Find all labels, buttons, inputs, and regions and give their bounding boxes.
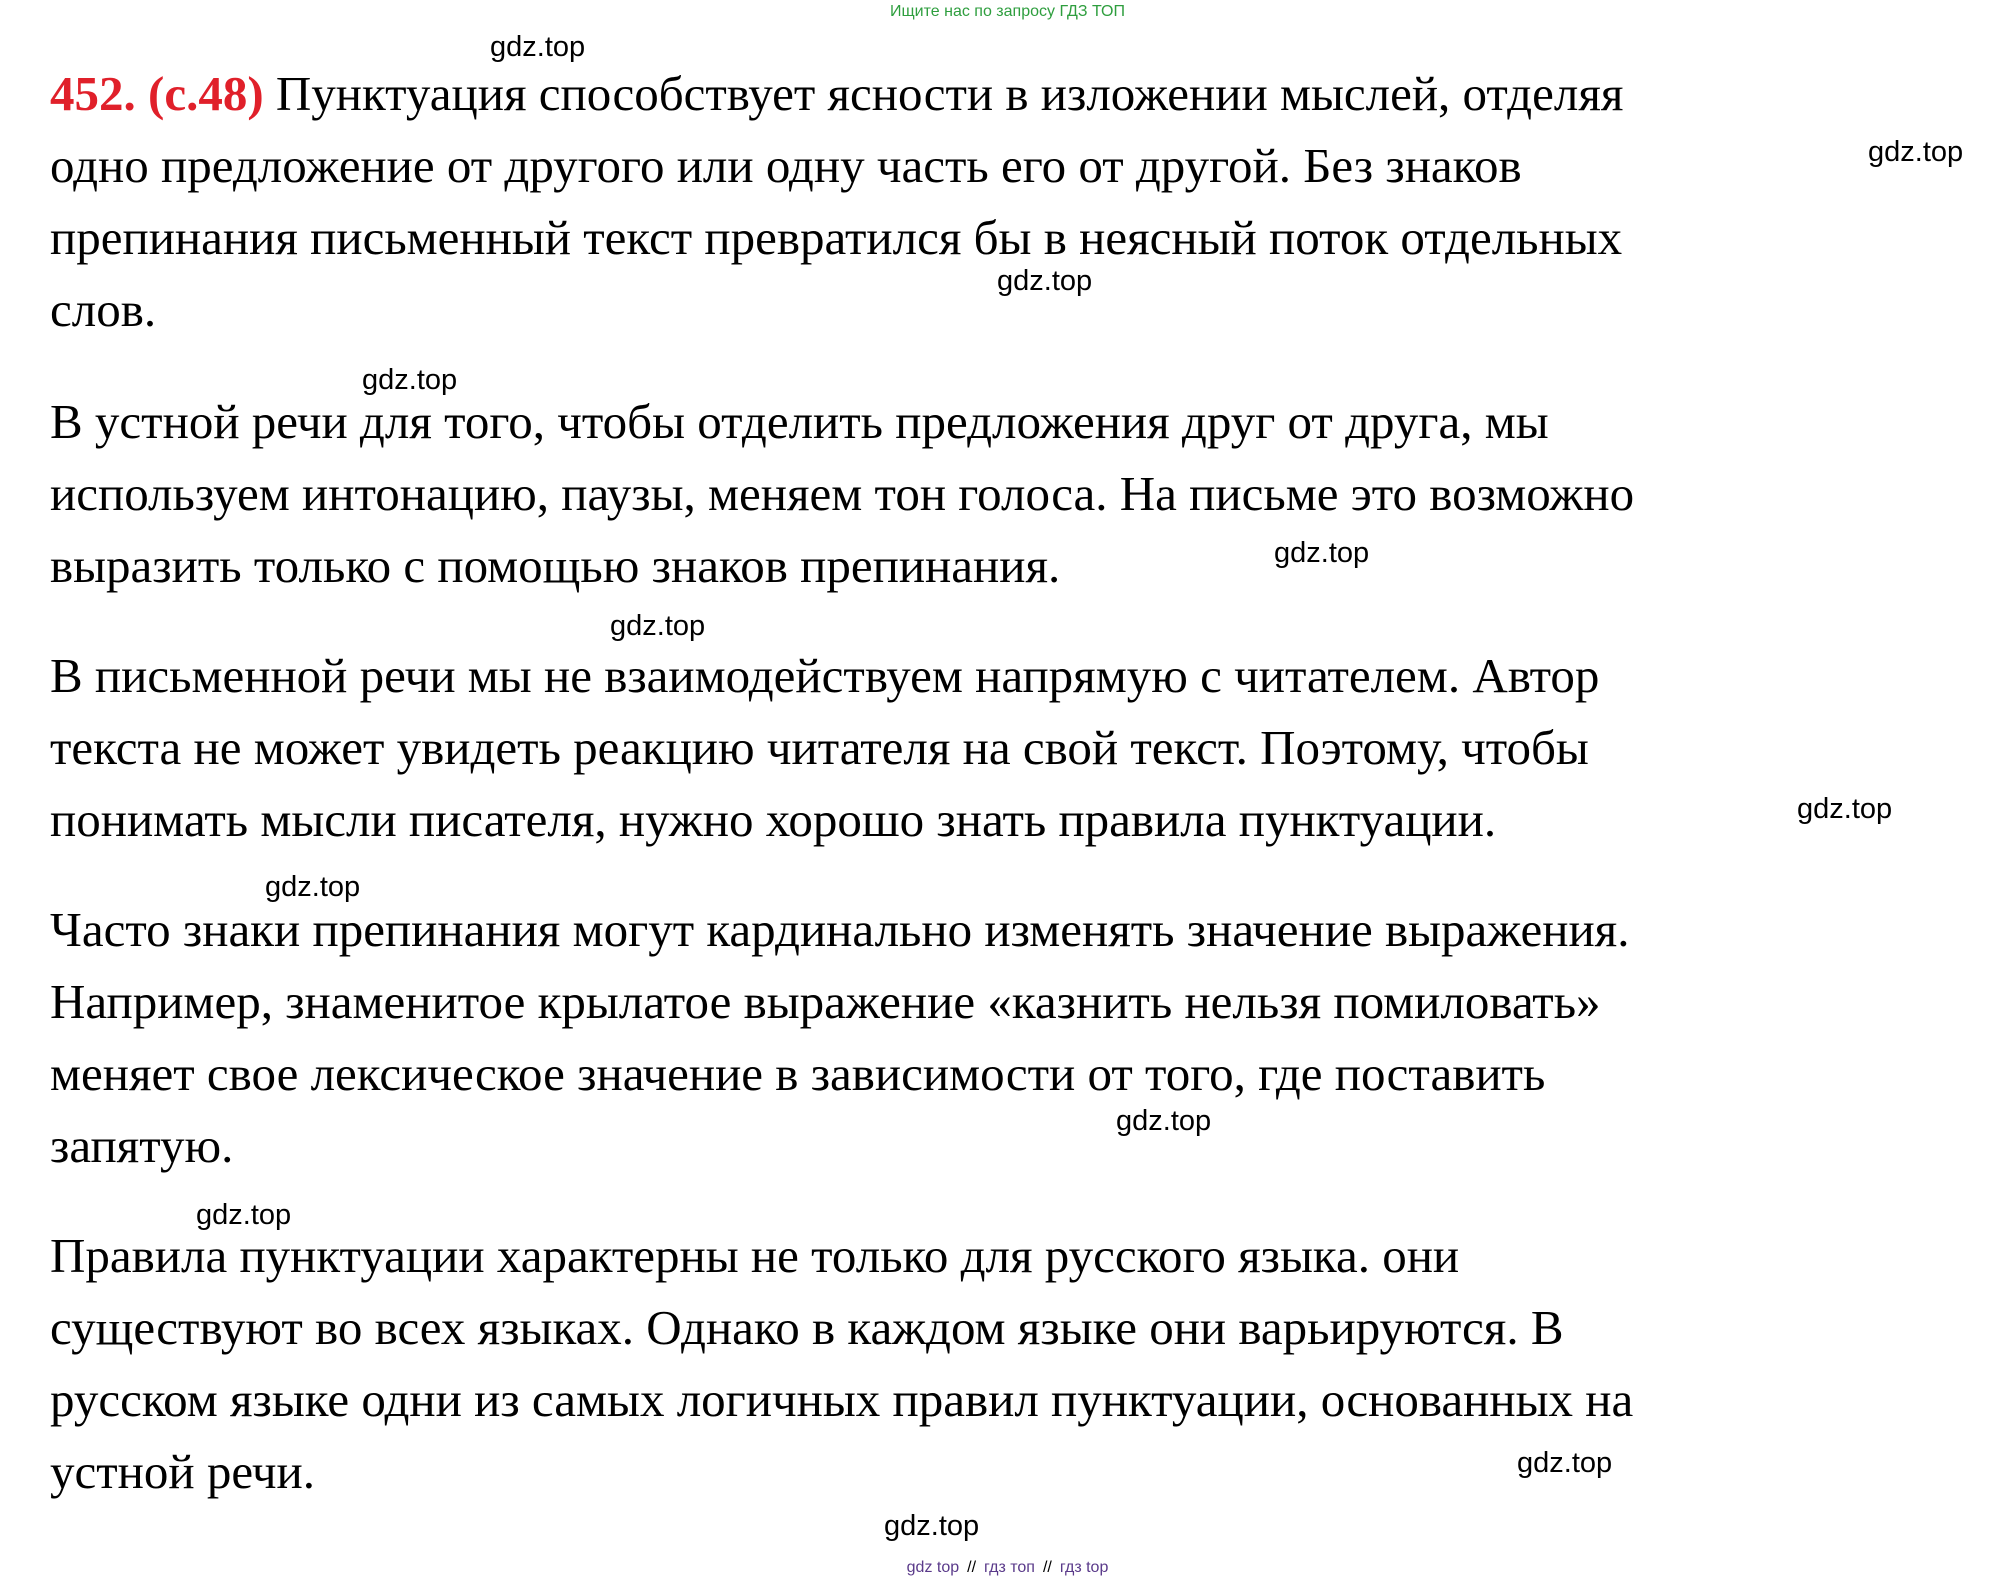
top-banner: Ищите нас по запросу ГДЗ ТОП	[890, 3, 1125, 20]
paragraph-line-text: Пунктуация способствует ясности в изложении мыслей, отделяя	[275, 66, 1624, 121]
watermark: gdz.top	[490, 31, 586, 63]
paragraph-line: одно предложение от другого или одну часть его от другой. Без знаков	[50, 138, 1522, 193]
watermark: gdz.top	[1116, 1105, 1212, 1137]
watermark: gdz.top	[265, 871, 361, 903]
watermark: gdz.top	[610, 610, 706, 642]
footer-separator: //	[1042, 1559, 1052, 1576]
footer-separator: //	[967, 1559, 977, 1576]
watermark: gdz.top	[1517, 1447, 1613, 1479]
paragraph-line: запятую.	[50, 1118, 234, 1173]
paragraph	[50, 640, 2000, 856]
paragraph-line: устной речи.	[50, 1444, 316, 1499]
watermark: gdz.top	[997, 265, 1093, 297]
watermark: gdz.top	[1274, 537, 1370, 569]
watermark: gdz.top	[1797, 793, 1893, 825]
paragraph-line: меняет свое лексическое значение в зависимости от того, где поставить	[50, 1046, 1546, 1101]
paragraph	[50, 1220, 2000, 1508]
task-number: 452. (с.48)	[50, 66, 264, 121]
paragraph-line: существуют во всех языках. Однако в каждом языке они варьируются. В	[50, 1300, 1564, 1355]
paragraph-line: русском языке одни из самых логичных правил пунктуации, основанных на	[50, 1372, 1634, 1427]
paragraph	[50, 386, 2000, 602]
footer-item: гдз top	[1059, 1559, 1109, 1576]
watermark: gdz.top	[1868, 136, 1964, 168]
paragraph-line: Часто знаки препинания могут кардинально изменять значение выражения.	[50, 902, 1630, 957]
paragraph-line: текста не может увидеть реакцию читателя на свой текст. Поэтому, чтобы	[50, 720, 1589, 775]
watermark: gdz.top	[196, 1199, 292, 1231]
paragraph-line: слов.	[50, 282, 157, 337]
paragraph-line: понимать мысли писателя, нужно хорошо знать правила пунктуации.	[50, 792, 1497, 847]
paragraph	[50, 58, 2000, 346]
footer-item: гдз топ	[984, 1559, 1035, 1576]
paragraph-line: выразить только с помощью знаков препинания.	[50, 538, 1061, 593]
watermark: gdz.top	[362, 364, 458, 396]
paragraph-line: Правила пунктуации характерны не только для русского языка. они	[50, 1228, 1460, 1283]
paragraph-line: В письменной речи мы не взаимодействуем напрямую с читателем. Автор	[50, 648, 1600, 703]
footer	[0, 1558, 2015, 1578]
paragraph-line: В устной речи для того, чтобы отделить предложения друг от друга, мы	[50, 394, 1549, 449]
paragraph-line: Например, знаменитое крылатое выражение «казнить нельзя помиловать»	[50, 974, 1601, 1029]
paragraph-line	[50, 58, 2000, 130]
paragraph	[50, 894, 2000, 1182]
paragraph-line: препинания письменный текст превратился бы в неясный поток отдельных	[50, 210, 1623, 265]
watermark: gdz.top	[884, 1510, 980, 1542]
paragraph-line: используем интонацию, паузы, меняем тон голоса. На письме это возможно	[50, 466, 1635, 521]
footer-item: gdz top	[906, 1559, 960, 1576]
